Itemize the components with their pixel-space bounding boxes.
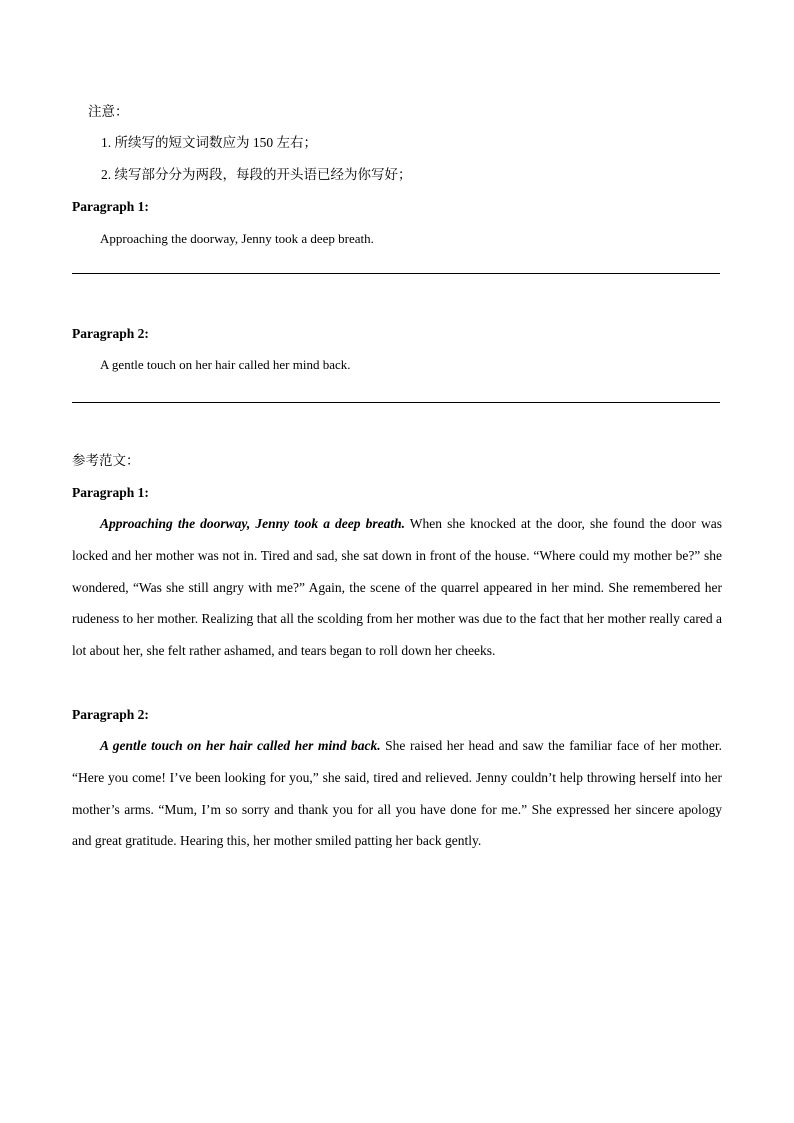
task-paragraph-1-label: Paragraph 1: xyxy=(72,199,149,214)
sample-paragraph-2-body: She raised her head and saw the familiar face of her mother. “Here you come! I’ve been looking for you,” she said, tired and relieved. Jenny couldn’t help throwing herself into her mother’s arms. “Mum, I’m so sorry and thank you for all you have done for me.” She expressed her sincere apology and great gratitude. Hearing this, her mother smiled patting her back gently. xyxy=(72,738,722,849)
sample-heading: 参考范文： xyxy=(72,453,140,468)
sample-paragraph-1-lead: Approaching the doorway, Jenny took a deep breath. xyxy=(100,516,405,531)
sample-paragraph-1 xyxy=(72,508,722,667)
task-paragraph-2-label: Paragraph 2: xyxy=(72,326,149,341)
task-paragraph-2-opening: A gentle touch on her hair called her mind back. xyxy=(100,357,351,372)
sample-paragraph-1-body: When she knocked at the door, she found the door was locked and her mother was not in. Tired and sad, she sat down in front of the house. “Where could my mother be?” she wondered, “Was she still angry with me?” Again, the scene of the quarrel appeared in her mind. She remembered her rudeness to her mother. Realizing that all the scolding from her mother was due to the fact that her mother really cared a lot about her, she felt rather ashamed, and tears began to roll down her cheeks. xyxy=(72,516,722,659)
sample-paragraph-1-label: Paragraph 1: xyxy=(72,485,149,500)
sample-paragraph-2 xyxy=(72,730,722,857)
task-paragraph-1-opening: Approaching the doorway, Jenny took a deep breath. xyxy=(100,231,374,246)
sample-paragraph-2-label: Paragraph 2: xyxy=(72,707,149,722)
sample-paragraph-2-lead: A gentle touch on her hair called her mind back. xyxy=(100,738,381,753)
notes-item-1: 1. 所续写的短文词数应为 150 左右； xyxy=(101,135,317,150)
writing-line-1[interactable] xyxy=(72,273,720,274)
notes-heading: 注意： xyxy=(88,104,129,119)
notes-item-2: 2. 续写部分分为两段，每段的开头语已经为你写好； xyxy=(101,167,412,182)
writing-line-2[interactable] xyxy=(72,402,720,403)
